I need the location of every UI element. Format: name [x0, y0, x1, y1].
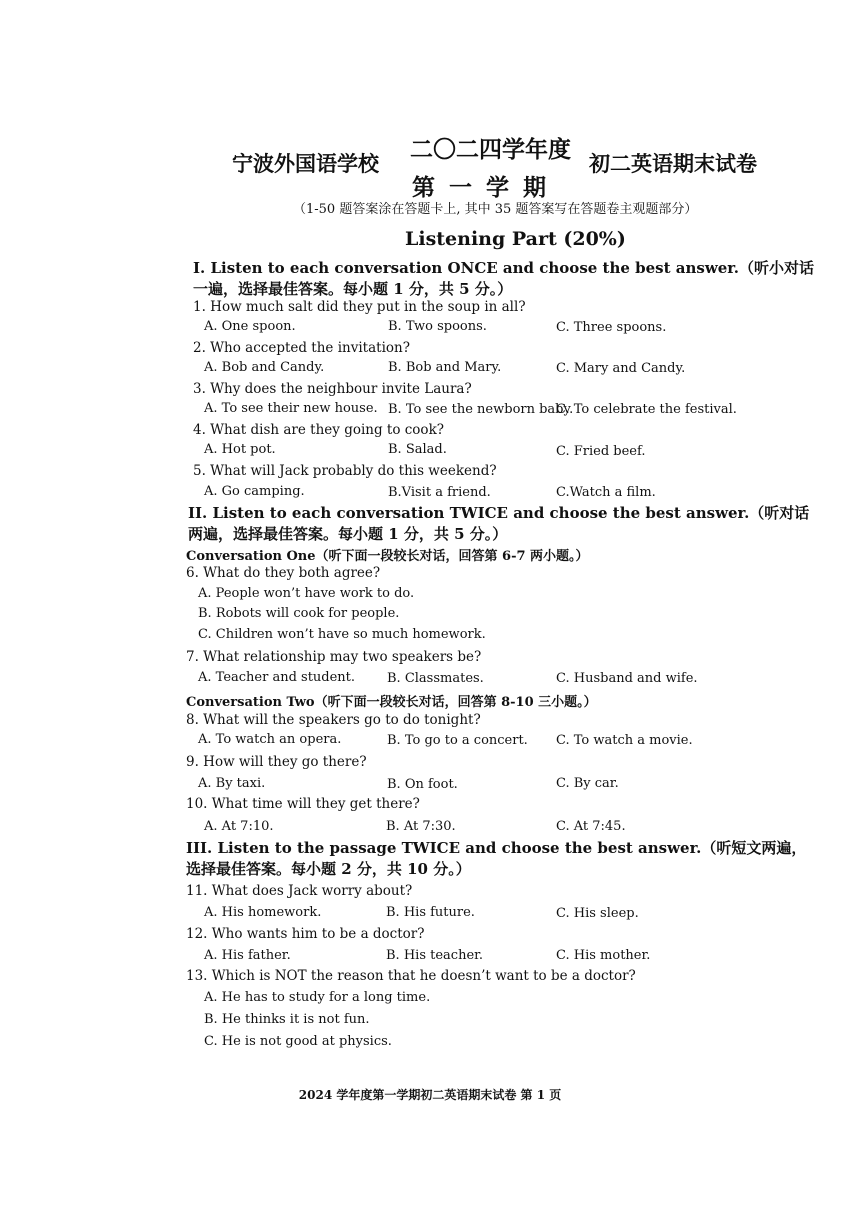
q4-option-b: B. Salad.	[388, 442, 447, 457]
q9-option-b: B. On foot.	[387, 777, 458, 792]
q11-option-b: B. His future.	[386, 905, 475, 920]
q13-option-b: B. He thinks it is not fun.	[204, 1012, 370, 1027]
q5-option-b: B.Visit a friend.	[388, 485, 491, 500]
q10-option-c: C. At 7:45.	[556, 819, 626, 834]
q8-option-b: B. To go to a concert.	[387, 733, 528, 748]
question-6: 6. What do they both agree?	[186, 565, 381, 581]
question-9: 9. How will they go there?	[186, 754, 367, 770]
answer-instructions: （1-50 题答案涂在答题卡上, 其中 35 题答案写在答题卷主观题部分）	[293, 202, 698, 217]
q12-option-c: C. His mother.	[556, 948, 651, 963]
question-12: 12. Who wants him to be a doctor?	[186, 926, 425, 942]
q10-option-a: A. At 7:10.	[204, 819, 274, 834]
section-2-heading: II. Listen to each conversation TWICE and choose the best answer.（听对话两遍，选择最佳答案。每小题 1 分，共 5 分。）	[188, 504, 810, 543]
school-year: 二〇二四学年度	[410, 137, 571, 163]
part-title: Listening Part (20%)	[405, 228, 626, 250]
section-1-heading: I. Listen to each conversation ONCE and choose the best answer.（听小对话一遍，选择最佳答案。每小题 1 分，共 5 分。）	[193, 259, 815, 298]
q8-option-a: A. To watch an opera.	[198, 732, 342, 747]
question-7: 7. What relationship may two speakers be?	[186, 649, 482, 665]
question-10: 10. What time will they get there?	[186, 796, 420, 812]
q10-option-b: B. At 7:30.	[386, 819, 456, 834]
q4-option-a: A. Hot pot.	[204, 442, 276, 457]
q2-option-a: A. Bob and Candy.	[204, 360, 325, 375]
q1-option-c: C. Three spoons.	[556, 320, 667, 335]
q2-option-b: B. Bob and Mary.	[388, 360, 502, 375]
question-8: 8. What will the speakers go to do tonight?	[186, 712, 481, 728]
q7-option-c: C. Husband and wife.	[556, 671, 698, 686]
q6-option-c: C. Children won’t have so much homework.	[198, 627, 486, 642]
section-3-heading: III. Listen to the passage TWICE and choose the best answer.（听短文两遍，选择最佳答案。每小题 2 分，共 10 分。）	[186, 839, 807, 878]
q6-option-a: A. People won’t have work to do.	[198, 586, 415, 601]
conversation-one-label: Conversation One（听下面一段较长对话，回答第 6-7 两小题。）	[186, 549, 589, 564]
question-2: 2. Who accepted the invitation?	[193, 340, 410, 356]
question-3: 3. Why does the neighbour invite Laura?	[193, 381, 472, 397]
q12-option-a: A. His father.	[204, 948, 291, 963]
q7-option-b: B. Classmates.	[387, 671, 484, 686]
q1-option-b: B. Two spoons.	[388, 319, 487, 334]
q13-option-a: A. He has to study for a long time.	[204, 990, 431, 1005]
conversation-two-label: Conversation Two（听下面一段较长对话，回答第 8-10 三小题。）	[186, 695, 597, 710]
exam-name: 初二英语期末试卷	[589, 152, 757, 176]
q6-option-b: B. Robots will cook for people.	[198, 606, 400, 621]
q11-option-a: A. His homework.	[204, 905, 322, 920]
question-5: 5. What will Jack probably do this weekend?	[193, 463, 497, 479]
page-footer: 2024 学年度第一学期初二英语期末试卷 第 1 页	[298, 1088, 562, 1102]
q8-option-c: C. To watch a movie.	[556, 733, 693, 748]
q7-option-a: A. Teacher and student.	[198, 670, 356, 685]
q3-option-a: A. To see their new house.	[204, 401, 378, 416]
q3-option-c: C. To celebrate the festival.	[556, 402, 737, 417]
term-label: 第一学期	[412, 175, 560, 201]
q1-option-a: A. One spoon.	[204, 319, 296, 334]
question-11: 11. What does Jack worry about?	[186, 883, 413, 899]
q12-option-b: B. His teacher.	[386, 948, 484, 963]
question-1: 1. How much salt did they put in the soup in all?	[193, 299, 526, 315]
q5-option-c: C.Watch a film.	[556, 485, 656, 500]
q11-option-c: C. His sleep.	[556, 906, 639, 921]
q13-option-c: C. He is not good at physics.	[204, 1034, 392, 1049]
question-4: 4. What dish are they going to cook?	[193, 422, 444, 438]
q9-option-c: C. By car.	[556, 776, 619, 791]
q4-option-c: C. Fried beef.	[556, 444, 646, 459]
question-13: 13. Which is NOT the reason that he doesn’t want to be a doctor?	[186, 968, 636, 984]
q3-option-b: B. To see the newborn baby.	[388, 402, 574, 417]
school-name: 宁波外国语学校	[232, 152, 379, 176]
q2-option-c: C. Mary and Candy.	[556, 361, 686, 376]
q5-option-a: A. Go camping.	[204, 484, 305, 499]
q9-option-a: A. By taxi.	[198, 776, 266, 791]
